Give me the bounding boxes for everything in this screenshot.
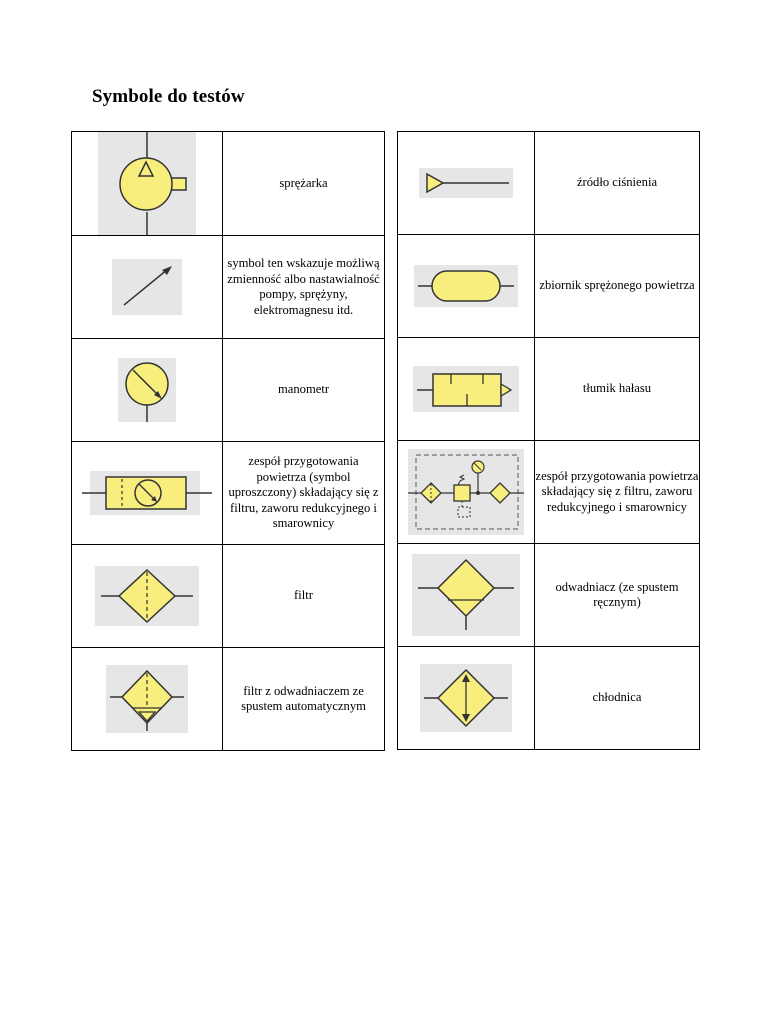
symbol-label: zespół przygotowania powietrza składający się z filtru, zaworu redukcyjnego i smarownicy <box>535 441 700 544</box>
symbol-label: źródło ciśnienia <box>535 132 700 235</box>
filter-icon <box>95 566 199 626</box>
table-row <box>72 648 385 751</box>
page-title: Symbole do testów <box>92 86 245 107</box>
table-row <box>398 441 700 544</box>
symbol-label: tłumik hałasu <box>535 338 700 441</box>
symbol-label: odwadniacz (ze spustem ręcznym) <box>535 544 700 647</box>
symbols-table-right <box>397 131 700 750</box>
symbol-cell <box>72 442 223 545</box>
table-row <box>72 442 385 545</box>
table-row <box>398 132 700 235</box>
table-row <box>398 338 700 441</box>
air-reservoir-icon <box>414 265 518 307</box>
symbol-label: chłodnica <box>535 647 700 750</box>
symbol-cell <box>398 441 535 544</box>
cooler-icon <box>420 664 512 732</box>
symbol-cell <box>72 648 223 751</box>
symbol-cell <box>398 132 535 235</box>
silencer-icon <box>413 366 519 412</box>
pressure-source-icon <box>419 168 513 198</box>
symbol-cell <box>398 647 535 750</box>
symbol-label: zespół przygotowania powietrza (symbol uproszczony) składający się z filtru, zaworu redukcyjnego i smarownicy <box>223 442 385 545</box>
compressor-icon <box>98 132 196 235</box>
symbol-label: zbiornik sprężonego powietrza <box>535 235 700 338</box>
table-row <box>398 647 700 750</box>
table-row <box>72 545 385 648</box>
pressure-gauge-icon <box>118 358 176 422</box>
symbol-cell <box>72 236 223 339</box>
filter-with-auto-drain-icon <box>106 665 188 733</box>
symbol-cell <box>398 235 535 338</box>
table-row <box>398 544 700 647</box>
symbol-cell <box>398 544 535 647</box>
air-service-unit-detailed-icon <box>408 449 524 535</box>
symbol-cell <box>72 545 223 648</box>
table-row <box>72 132 385 236</box>
table-row <box>72 236 385 339</box>
manual-drain-icon <box>412 554 520 636</box>
symbols-table-left <box>71 131 385 751</box>
symbol-cell <box>72 339 223 442</box>
air-service-unit-simplified-icon <box>82 469 212 517</box>
table-row <box>398 235 700 338</box>
symbol-label: manometr <box>223 339 385 442</box>
symbol-label: symbol ten wskazuje możliwą zmienność albo nastawialność pompy, sprężyny, elektromagnesu itd. <box>223 236 385 339</box>
symbol-cell <box>72 132 223 236</box>
symbol-cell <box>398 338 535 441</box>
symbol-label: sprężarka <box>223 132 385 236</box>
symbol-label: filtr z odwadniaczem ze spustem automatycznym <box>223 648 385 751</box>
symbol-label: filtr <box>223 545 385 648</box>
table-row <box>72 339 385 442</box>
variable-adjustment-arrow-icon <box>112 259 182 315</box>
